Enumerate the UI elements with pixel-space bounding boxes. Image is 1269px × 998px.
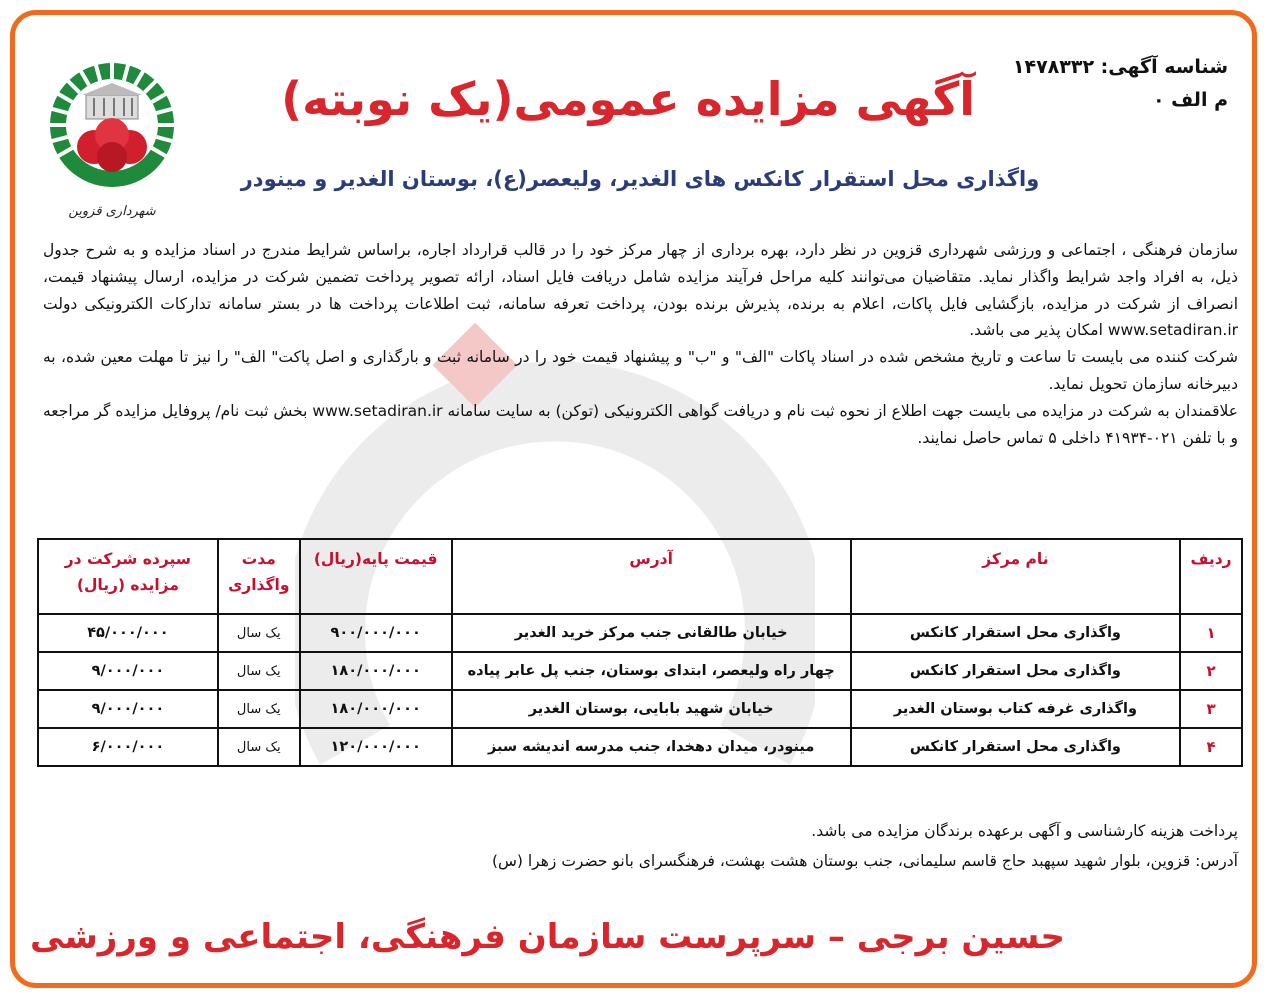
- row-duration: یک سال: [218, 728, 300, 766]
- row-number: ۱: [1180, 614, 1242, 652]
- row-base-price: ۱۸۰/۰۰۰/۰۰۰: [300, 652, 452, 690]
- table-row: [38, 728, 1242, 766]
- footer-notes: [43, 816, 1238, 876]
- header-deposit: سپرده شرکت در مزایده (ریال): [38, 539, 218, 614]
- header-duration: مدت واگذاری: [218, 539, 300, 614]
- notice-code: م الف ۰: [1152, 89, 1228, 111]
- row-address: خیابان طالقانی جنب مرکز خرید الغدیر: [452, 614, 851, 652]
- row-duration: یک سال: [218, 652, 300, 690]
- header-center-name: نام مرکز: [851, 539, 1180, 614]
- paragraph-1-end: امکان پذیر می باشد.: [969, 321, 1103, 340]
- row-number: ۲: [1180, 652, 1242, 690]
- table-row: [38, 614, 1242, 652]
- row-address: خیابان شهید بابایی، بوستان الغدیر: [452, 690, 851, 728]
- cost-note: پرداخت هزینه کارشناسی و آگهی برعهده برندگان مزایده می باشد.: [811, 822, 1238, 840]
- notice-frame: [10, 10, 1257, 988]
- paragraph-1-text: سازمان فرهنگی ، اجتماعی و ورزشی شهرداری قزوین در نظر دارد، بهره برداری از چهار مرکز خود را در قالب قرارداد اجاره، براساس شرایط مندرج در اسناد مزایده و به شرح جدول ذیل، به افراد واجد شرایط واگذار نماید. متقاضیان می‌توانند کلیه مراحل فرآیند مزایده شامل دریافت فایل اسناد، ارائه تصویر پرداخت تضمین شرکت در مزایده، ارسال پیشنهاد قیمت، انصراف از شرکت در مزایده، بازگشایی فایل پاکات، اعلام به برنده، پذیرش برنده بودن، پرداخت تعرفه سامانه، ثبت اطلاعات پرداخت ها در بستر سامانه تدارکات الکترونیکی دولت: [43, 241, 1238, 313]
- row-center-name: واگذاری محل استقرار کانکس: [851, 652, 1180, 690]
- paragraph-3: [43, 398, 1238, 452]
- paragraph-3-end: بخش ثبت نام/ پروفایل مزایده گر مراجعه و با تلفن ۰۲۱-۴۱۹۳۴ داخلی ۵ تماس حاصل نمایند.: [43, 401, 1238, 447]
- row-center-name: واگذاری محل استقرار کانکس: [851, 614, 1180, 652]
- setadiran-link[interactable]: www.setadiran.ir: [1107, 321, 1238, 340]
- row-number: ۴: [1180, 728, 1242, 766]
- row-number: ۳: [1180, 690, 1242, 728]
- row-base-price: ۱۲۰/۰۰۰/۰۰۰: [300, 728, 452, 766]
- row-base-price: ۹۰۰/۰۰۰/۰۰۰: [300, 614, 452, 652]
- row-deposit: ۶/۰۰۰/۰۰۰: [38, 728, 218, 766]
- municipality-logo: [41, 57, 183, 225]
- row-address: چهار راه ولیعصر، ابتدای بوستان، جنب پل عابر پیاده: [452, 652, 851, 690]
- row-deposit: ۹/۰۰۰/۰۰۰: [38, 652, 218, 690]
- notice-id: شناسه آگهی: ۱۴۷۸۳۳۲: [1012, 56, 1228, 78]
- header-address: آدرس: [452, 539, 851, 614]
- header-row-number: ردیف: [1180, 539, 1242, 614]
- paragraph-3-text: علاقمندان به شرکت در مزایده می بایست جهت اطلاع از نحوه ثبت نام و دریافت گواهی الکترونیکی (توکن) به سایت سامانه: [447, 401, 1238, 420]
- notice-id-block: [1013, 51, 1228, 117]
- table-row: [38, 690, 1242, 728]
- row-address: مینودر، میدان دهخدا، جنب مدرسه اندیشه سبز: [452, 728, 851, 766]
- row-base-price: ۱۸۰/۰۰۰/۰۰۰: [300, 690, 452, 728]
- paragraph-1: [43, 237, 1238, 344]
- row-deposit: ۹/۰۰۰/۰۰۰: [38, 690, 218, 728]
- table-header-row: [38, 539, 1242, 614]
- paragraph-2: شرکت کننده می بایست تا ساعت و تاریخ مشخص شده در اسناد پاکات "الف" و "ب" و پیشنهاد قیمت خود را در سامانه ثبت و بارگذاری و اصل پاکت" الف" را نیز تا مهلت معین شده، به دبیرخانه سازمان تحویل نماید.: [43, 348, 1238, 393]
- page-title: آگهی مزایده عمومی(یک نوبته): [281, 72, 975, 126]
- row-duration: یک سال: [218, 690, 300, 728]
- logo-caption: شهرداری قزوین: [68, 204, 156, 219]
- setadiran-link-2[interactable]: www.setadiran.ir: [312, 401, 443, 420]
- signature: حسین برجی – سرپرست سازمان فرهنگی، اجتماعی و ورزشی: [29, 917, 1065, 957]
- header-base-price: قیمت پایه(ریال): [300, 539, 452, 614]
- table-row: [38, 652, 1242, 690]
- row-deposit: ۴۵/۰۰۰/۰۰۰: [38, 614, 218, 652]
- page-subtitle: واگذاری محل استقرار کانکس های الغدیر، ولیعصر(ع)، بوستان الغدیر و مینودر: [240, 167, 1040, 191]
- auction-table: [37, 538, 1243, 767]
- row-center-name: واگذاری غرفه کتاب بوستان الغدیر: [851, 690, 1180, 728]
- organization-address: آدرس: قزوین، بلوار شهید سپهبد حاج قاسم سلیمانی، جنب بوستان هشت بهشت، فرهنگسرای بانو حضرت زهرا (س): [491, 852, 1238, 870]
- notice-body: [43, 237, 1238, 451]
- row-center-name: واگذاری محل استقرار کانکس: [851, 728, 1180, 766]
- row-duration: یک سال: [218, 614, 300, 652]
